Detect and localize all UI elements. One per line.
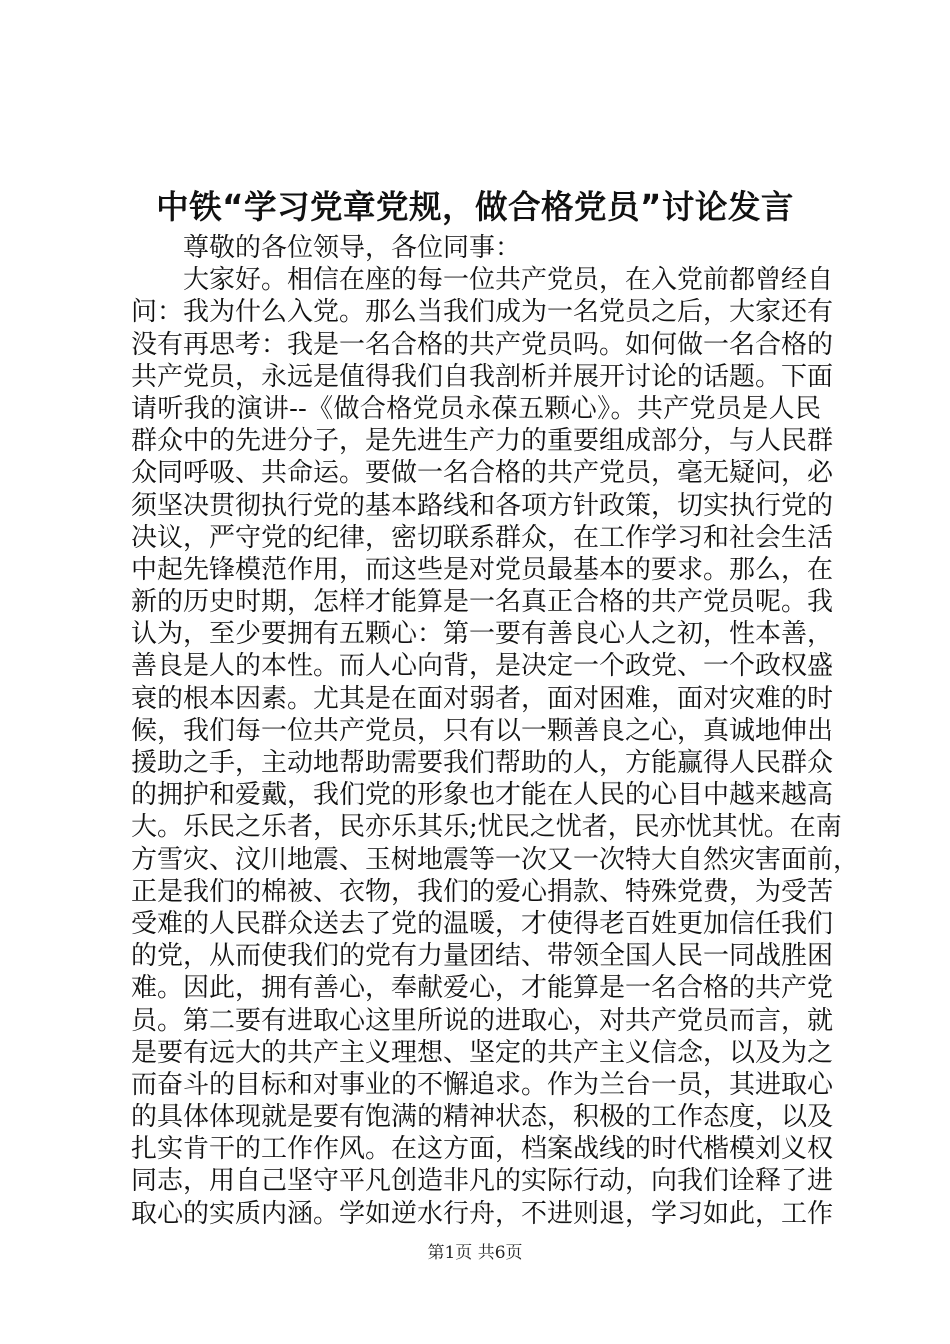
paragraph-line: 援助之手，主动地帮助需要我们帮助的人，方能赢得人民群众: [131, 748, 834, 778]
paragraph-line: 取心的实质内涵。学如逆水行舟，不进则退，学习如此，工作: [131, 1198, 834, 1229]
paragraph-line: 没有再思考：我是一名合格的共产党员吗。如何做一名合格的: [131, 329, 834, 360]
page-indicator: 第1页 共6页: [427, 1243, 523, 1263]
paragraph-line: 扎实肯干的工作作风。在这方面，档案战线的时代楷模刘义权: [131, 1134, 834, 1165]
paragraph-line: 是要有远大的共产主义理想、坚定的共产主义信念，以及为之: [131, 1037, 834, 1068]
paragraph-line: 候，我们每一位共产党员，只有以一颗善良之心，真诚地伸出: [131, 715, 834, 746]
page-footer: [0, 1241, 950, 1265]
document-title: 中铁“学习党章党规，做合格党员”讨论发言: [156, 188, 794, 226]
salutation: 尊敬的各位领导，各位同事：: [183, 233, 522, 263]
paragraph-line: 方雪灾、汶川地震、玉树地震等一次又一次特大自然灾害面前，: [131, 844, 860, 875]
paragraph-line: 而奋斗的目标和对事业的不懈追求。作为兰台一员，其进取心: [131, 1069, 834, 1100]
paragraph-line: 难。因此，拥有善心，奉献爱心，才能算是一名合格的共产党: [131, 973, 834, 1004]
paragraph-line: 正是我们的棉被、衣物，我们的爱心捐款、特殊党费，为受苦: [131, 876, 834, 907]
paragraph-line: 大家好。相信在座的每一位共产党员，在入党前都曾经自: [183, 265, 834, 296]
paragraph-line: 认为，至少要拥有五颗心：第一要有善良心人之初，性本善，: [131, 619, 834, 650]
paragraph-line: 须坚决贯彻执行党的基本路线和各项方针政策，切实执行党的: [131, 490, 834, 521]
paragraph-line: 问：我为什么入党。那么当我们成为一名党员之后，大家还有: [131, 297, 834, 328]
paragraph-line: 请听我的演讲--《做合格党员永葆五颗心》。共产党员是人民: [131, 393, 821, 424]
paragraph-line: 善良是人的本性。而人心向背，是决定一个政党、一个政权盛: [131, 651, 834, 682]
paragraph-line: 群众中的先进分子，是先进生产力的重要组成部分，与人民群: [131, 426, 834, 457]
paragraph-line: 新的历史时期，怎样才能算是一名真正合格的共产党员呢。我: [131, 587, 834, 618]
paragraph-line: 衰的根本因素。尤其是在面对弱者，面对困难，面对灾难的时: [131, 683, 834, 714]
paragraph-line: 众同呼吸、共命运。要做一名合格的共产党员，毫无疑问，必: [131, 458, 834, 489]
paragraph-line: 的具体体现就是要有饱满的精神状态，积极的工作态度，以及: [131, 1102, 834, 1133]
paragraph-line: 员。第二要有进取心这里所说的进取心，对共产党员而言，就: [131, 1005, 834, 1036]
paragraph-line: 中起先锋模范作用，而这些是对党员最基本的要求。那么，在: [131, 554, 834, 585]
paragraph-line: 大。乐民之乐者，民亦乐其乐;忧民之忧者，民亦忧其忧。在南: [131, 812, 842, 843]
document-body: [131, 232, 860, 1230]
paragraph-line: 的拥护和爱戴，我们党的形象也才能在人民的心目中越来越高: [131, 780, 834, 811]
paragraph-line: 同志，用自己坚守平凡创造非凡的实际行动，向我们诠释了进: [131, 1166, 834, 1197]
paragraph-line: 决议，严守党的纪律，密切联系群众，在工作学习和社会生活: [131, 522, 834, 553]
paragraph-line: 受难的人民群众送去了党的温暖，才使得老百姓更加信任我们: [131, 908, 834, 939]
paragraph-line: 共产党员，永远是值得我们自我剖析并展开讨论的话题。下面: [131, 361, 834, 392]
paragraph-line: 的党，从而使我们的党有力量团结、带领全国人民一同战胜困: [131, 941, 834, 972]
